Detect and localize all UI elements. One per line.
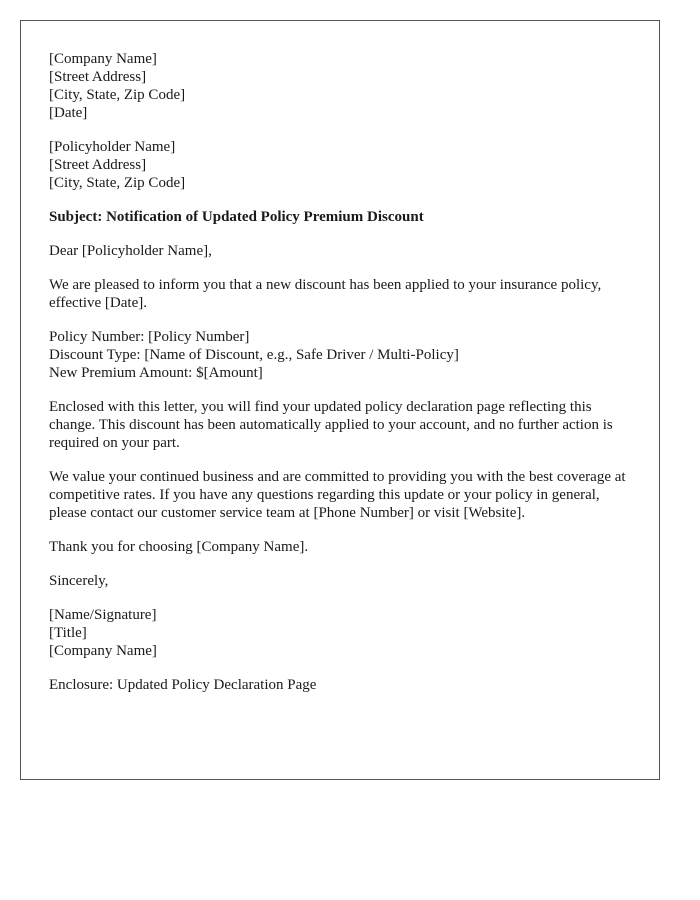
sender-street-address: [Street Address] — [49, 69, 147, 85]
subject-line: Subject: Notification of Updated Policy Premium Discount — [49, 209, 424, 225]
signature-block — [49, 606, 631, 660]
policy-number-line: Policy Number: [Policy Number] — [49, 329, 250, 345]
recipient-name: [Policyholder Name] — [49, 139, 176, 155]
thanks-line: Thank you for choosing [Company Name]. — [49, 539, 309, 555]
signature-name: [Name/Signature] — [49, 607, 157, 623]
discount-type-line: Discount Type: [Name of Discount, e.g., Safe Driver / Multi-Policy] — [49, 347, 459, 363]
enclosure-line: Enclosure: Updated Policy Declaration Page — [49, 677, 317, 693]
recipient-street-address: [Street Address] — [49, 157, 147, 173]
letter-page — [20, 20, 660, 780]
recipient-address-block — [49, 138, 631, 192]
signature-company: [Company Name] — [49, 643, 157, 659]
new-premium-line: New Premium Amount: $[Amount] — [49, 365, 263, 381]
sender-company-name: [Company Name] — [49, 51, 157, 67]
enclosed-paragraph: Enclosed with this letter, you will find your updated policy declaration page reflecting this change. This discount has been automatically applied to your account, and no further action is required on your part. — [49, 399, 613, 451]
closing: Sincerely, — [49, 573, 109, 589]
sender-address-block — [49, 50, 631, 122]
recipient-city-state-zip: [City, State, Zip Code] — [49, 175, 186, 191]
letter-date: [Date] — [49, 105, 88, 121]
signature-title: [Title] — [49, 625, 87, 641]
salutation: Dear [Policyholder Name], — [49, 243, 212, 259]
sender-city-state-zip: [City, State, Zip Code] — [49, 87, 186, 103]
value-paragraph: We value your continued business and are committed to providing you with the best coverage at competitive rates. If you have any questions regarding this update or your policy in general, please contact our customer service team at [Phone Number] or visit [Website]. — [49, 469, 626, 521]
policy-details-block — [49, 328, 631, 382]
intro-paragraph: We are pleased to inform you that a new discount has been applied to your insurance policy, effective [Date]. — [49, 277, 602, 311]
